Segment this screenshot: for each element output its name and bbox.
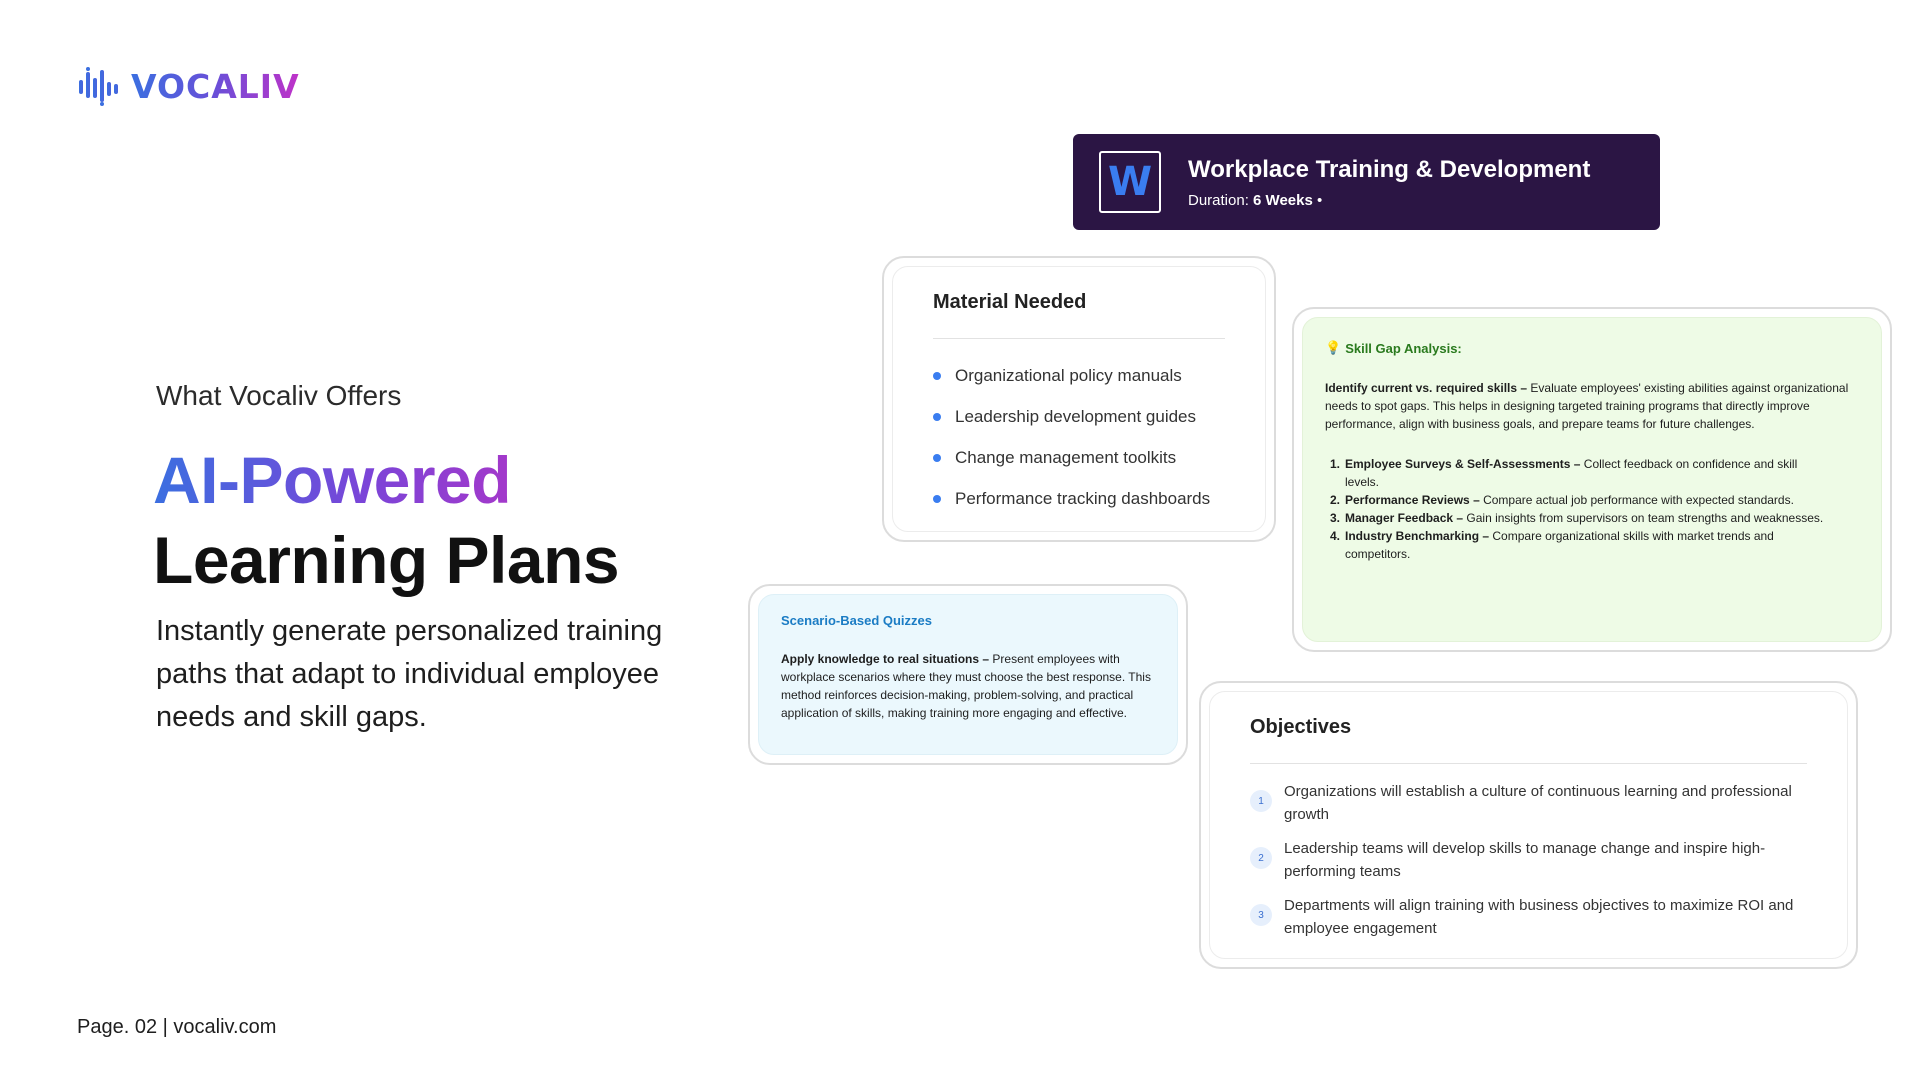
skill-gap-intro (1325, 379, 1859, 433)
list-item (1250, 780, 1807, 826)
list-item-bold: Manager Feedback – (1345, 511, 1464, 525)
headline-plain: Learning Plans (153, 523, 620, 597)
list-item (933, 478, 1225, 519)
objective-number-badge: 3 (1250, 904, 1272, 926)
bullet-dot-icon (933, 413, 941, 421)
course-icon-letter: W (1107, 159, 1153, 205)
list-item-text: Compare organizational skills with market trends and competitors. (1345, 529, 1774, 561)
bullet-dot-icon (933, 372, 941, 380)
material-needed-card (882, 256, 1276, 542)
section-eyebrow: What Vocaliv Offers (156, 380, 402, 411)
duration-bullet: • (1316, 191, 1323, 209)
headline-gradient: AI-Powered (153, 440, 619, 520)
list-number: 3. (1329, 511, 1340, 525)
list-item-text: Organizations will establish a culture of continuous learning and professional growth (1284, 783, 1792, 823)
page-title (153, 440, 619, 600)
quiz-title: Scenario-Based Quizzes (781, 613, 932, 628)
soundwave-logo-icon (77, 66, 123, 106)
course-header-card (1073, 134, 1660, 230)
list-item (933, 437, 1225, 478)
quiz-body-bold: Apply knowledge to real situations – (781, 652, 990, 666)
brand-name: VOCALIV (131, 66, 300, 106)
list-item-text: Departments will align training with business objectives to maximize ROI and employee engagement (1284, 897, 1794, 937)
list-item-text: Organizational policy manuals (955, 365, 1182, 385)
brand-logo (77, 66, 300, 106)
list-number: 2. (1329, 493, 1340, 507)
duration-value: 6 Weeks (1253, 191, 1313, 209)
list-item-text: Compare actual job performance with expected standards. (1483, 493, 1794, 507)
material-list (933, 355, 1225, 519)
list-item (1325, 491, 1859, 509)
objectives-title: Objectives (1250, 716, 1352, 738)
list-item-bold: Performance Reviews – (1345, 493, 1480, 507)
skill-gap-intro-text: Evaluate employees' existing abilities against organizational needs to spot gaps. This helps in designing targeted training programs that directly improve performance, align with business goals, and prepare teams for future challenges. (1325, 381, 1849, 431)
objective-number-badge: 2 (1250, 847, 1272, 869)
list-item (933, 355, 1225, 396)
divider (933, 338, 1225, 339)
list-item (1250, 894, 1807, 940)
list-item-bold: Employee Surveys & Self-Assessments – (1345, 457, 1581, 471)
scenario-quizzes-card (748, 584, 1188, 765)
list-item-text: Collect feedback on confidence and skill levels. (1345, 457, 1798, 489)
bullet-dot-icon (933, 495, 941, 503)
course-w-icon (1099, 151, 1161, 213)
skill-gap-intro-bold: Identify current vs. required skills – (1325, 381, 1528, 395)
hero-description: Instantly generate personalized training paths that adapt to individual employee needs and skill gaps. (156, 615, 663, 733)
course-title: Workplace Training & Development (1188, 155, 1591, 183)
duration-label: Duration: (1188, 191, 1249, 209)
divider (1250, 763, 1807, 764)
skill-gap-title: Skill Gap Analysis: (1345, 340, 1462, 356)
objective-number-badge: 1 (1250, 790, 1272, 812)
skill-gap-list (1325, 455, 1859, 563)
skill-gap-card (1292, 307, 1892, 652)
objectives-card (1199, 681, 1858, 969)
list-item (933, 396, 1225, 437)
quiz-body (781, 650, 1155, 722)
material-title: Material Needed (933, 291, 1087, 313)
list-item (1325, 455, 1859, 491)
lightbulb-icon: 💡 (1325, 340, 1342, 355)
list-item-text: Gain insights from supervisors on team strengths and weaknesses. (1466, 511, 1824, 525)
list-item-bold: Industry Benchmarking – (1345, 529, 1490, 543)
bullet-dot-icon (933, 454, 941, 462)
list-item (1325, 509, 1859, 527)
list-item-text: Change management toolkits (955, 447, 1177, 467)
list-number: 4. (1329, 529, 1340, 543)
list-item (1325, 527, 1859, 563)
list-item-text: Performance tracking dashboards (955, 488, 1211, 508)
list-item-text: Leadership development guides (955, 406, 1197, 426)
skill-gap-heading (1325, 340, 1859, 356)
list-number: 1. (1329, 457, 1340, 471)
objectives-list (1250, 780, 1807, 940)
page-footer: Page. 02 | vocaliv.com (77, 1016, 277, 1038)
list-item-text: Leadership teams will develop skills to manage change and inspire high-performing teams (1284, 840, 1766, 880)
list-item (1250, 837, 1807, 883)
course-duration (1188, 192, 1590, 209)
quiz-body-text: Present employees with workplace scenarios where they must choose the best response. This method reinforces decision-making, problem-solving, and practical application of skills, making training more engaging and effective. (781, 652, 1151, 720)
